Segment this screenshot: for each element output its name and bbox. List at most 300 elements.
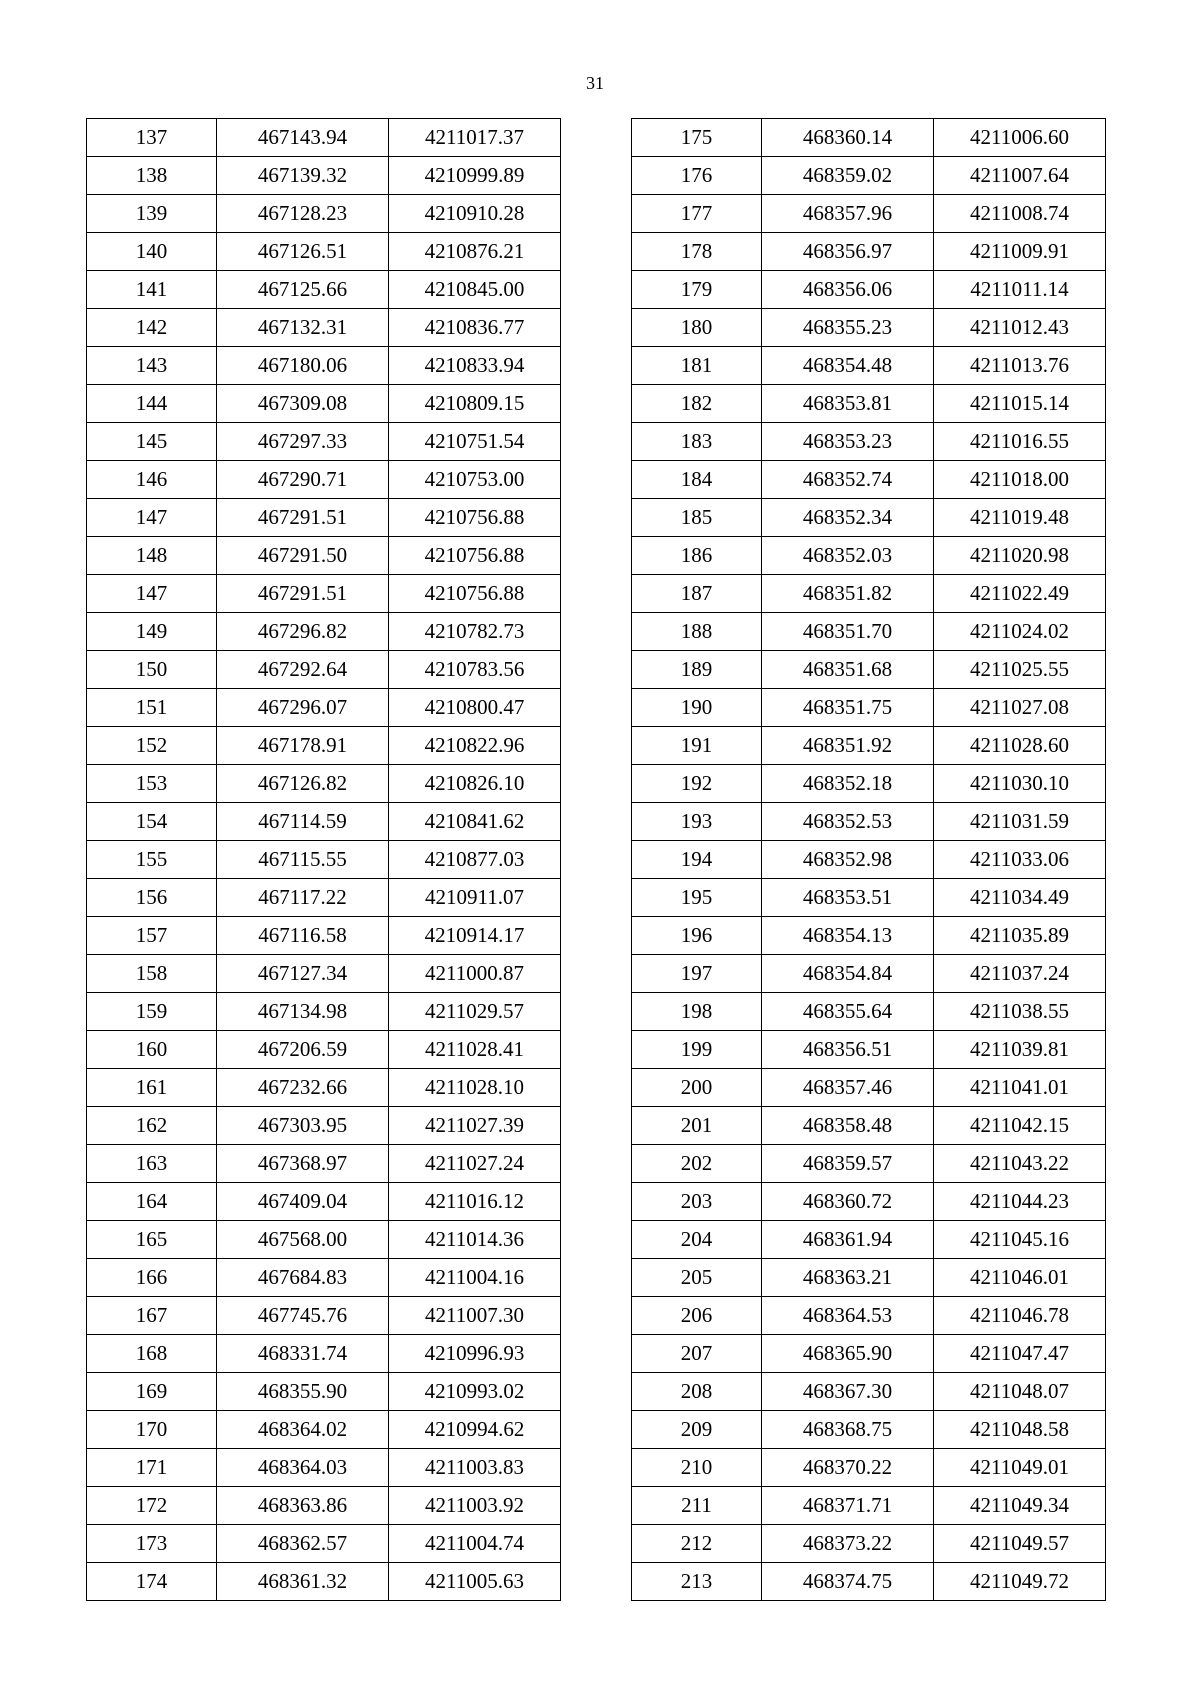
- table-row: [87, 271, 561, 309]
- x-coordinate-cell: 468356.97: [762, 233, 934, 271]
- y-coordinate-cell: 4211016.12: [389, 1183, 561, 1221]
- x-coordinate-cell: 468364.02: [217, 1411, 389, 1449]
- point-number-cell: 198: [632, 993, 762, 1031]
- table-row: [632, 917, 1106, 955]
- x-coordinate-cell: 467296.07: [217, 689, 389, 727]
- table-row: [87, 917, 561, 955]
- x-coordinate-cell: 468354.13: [762, 917, 934, 955]
- x-coordinate-cell: 467180.06: [217, 347, 389, 385]
- point-number-cell: 166: [87, 1259, 217, 1297]
- y-coordinate-cell: 4210911.07: [389, 879, 561, 917]
- x-coordinate-cell: 468357.96: [762, 195, 934, 233]
- y-coordinate-cell: 4211009.91: [934, 233, 1106, 271]
- y-coordinate-cell: 4210841.62: [389, 803, 561, 841]
- table-row: [632, 765, 1106, 803]
- table-row: [87, 499, 561, 537]
- x-coordinate-cell: 468351.68: [762, 651, 934, 689]
- y-coordinate-cell: 4211004.16: [389, 1259, 561, 1297]
- x-coordinate-cell: 468362.57: [217, 1525, 389, 1563]
- point-number-cell: 201: [632, 1107, 762, 1145]
- y-coordinate-cell: 4211014.36: [389, 1221, 561, 1259]
- point-number-cell: 202: [632, 1145, 762, 1183]
- table-row: [632, 1525, 1106, 1563]
- table-row: [87, 195, 561, 233]
- x-coordinate-cell: 468352.18: [762, 765, 934, 803]
- table-row: [87, 385, 561, 423]
- table-row: [632, 1297, 1106, 1335]
- y-coordinate-cell: 4211028.10: [389, 1069, 561, 1107]
- y-coordinate-cell: 4211015.14: [934, 385, 1106, 423]
- x-coordinate-cell: 467291.50: [217, 537, 389, 575]
- table-row: [87, 1335, 561, 1373]
- x-coordinate-cell: 467303.95: [217, 1107, 389, 1145]
- point-number-cell: 142: [87, 309, 217, 347]
- y-coordinate-cell: 4211045.16: [934, 1221, 1106, 1259]
- table-row: [87, 119, 561, 157]
- table-row: [87, 461, 561, 499]
- point-number-cell: 188: [632, 613, 762, 651]
- x-coordinate-cell: 468357.46: [762, 1069, 934, 1107]
- point-number-cell: 140: [87, 233, 217, 271]
- y-coordinate-cell: 4210782.73: [389, 613, 561, 651]
- point-number-cell: 145: [87, 423, 217, 461]
- y-coordinate-cell: 4210826.10: [389, 765, 561, 803]
- y-coordinate-cell: 4211027.39: [389, 1107, 561, 1145]
- x-coordinate-cell: 468351.70: [762, 613, 934, 651]
- point-number-cell: 150: [87, 651, 217, 689]
- point-number-cell: 151: [87, 689, 217, 727]
- table-row: [87, 689, 561, 727]
- x-coordinate-cell: 467206.59: [217, 1031, 389, 1069]
- y-coordinate-cell: 4211035.89: [934, 917, 1106, 955]
- point-number-cell: 138: [87, 157, 217, 195]
- table-row: [87, 309, 561, 347]
- point-number-cell: 156: [87, 879, 217, 917]
- point-number-cell: 184: [632, 461, 762, 499]
- x-coordinate-cell: 468354.84: [762, 955, 934, 993]
- y-coordinate-cell: 4211000.87: [389, 955, 561, 993]
- table-row: [632, 803, 1106, 841]
- point-number-cell: 200: [632, 1069, 762, 1107]
- y-coordinate-cell: 4211030.10: [934, 765, 1106, 803]
- x-coordinate-cell: 468353.81: [762, 385, 934, 423]
- table-row: [87, 803, 561, 841]
- table-row: [632, 1373, 1106, 1411]
- x-coordinate-cell: 468363.21: [762, 1259, 934, 1297]
- y-coordinate-cell: 4211027.24: [389, 1145, 561, 1183]
- table-row: [87, 1525, 561, 1563]
- table-row: [632, 1411, 1106, 1449]
- y-coordinate-cell: 4211049.57: [934, 1525, 1106, 1563]
- y-coordinate-cell: 4211020.98: [934, 537, 1106, 575]
- x-coordinate-cell: 467290.71: [217, 461, 389, 499]
- point-number-cell: 203: [632, 1183, 762, 1221]
- point-number-cell: 167: [87, 1297, 217, 1335]
- point-number-cell: 179: [632, 271, 762, 309]
- y-coordinate-cell: 4210756.88: [389, 537, 561, 575]
- table-row: [632, 461, 1106, 499]
- point-number-cell: 160: [87, 1031, 217, 1069]
- y-coordinate-cell: 4211003.83: [389, 1449, 561, 1487]
- y-coordinate-cell: 4211042.15: [934, 1107, 1106, 1145]
- point-number-cell: 192: [632, 765, 762, 803]
- point-number-cell: 148: [87, 537, 217, 575]
- point-number-cell: 158: [87, 955, 217, 993]
- table-row: [87, 1145, 561, 1183]
- y-coordinate-cell: 4210845.00: [389, 271, 561, 309]
- x-coordinate-cell: 468355.90: [217, 1373, 389, 1411]
- table-row: [87, 1221, 561, 1259]
- x-coordinate-cell: 467132.31: [217, 309, 389, 347]
- y-coordinate-cell: 4210751.54: [389, 423, 561, 461]
- x-coordinate-cell: 468370.22: [762, 1449, 934, 1487]
- x-coordinate-cell: 468351.82: [762, 575, 934, 613]
- y-coordinate-cell: 4210994.62: [389, 1411, 561, 1449]
- table-row: [87, 1373, 561, 1411]
- table-row: [632, 689, 1106, 727]
- table-row: [87, 233, 561, 271]
- y-coordinate-cell: 4211011.14: [934, 271, 1106, 309]
- point-number-cell: 180: [632, 309, 762, 347]
- x-coordinate-cell: 468371.71: [762, 1487, 934, 1525]
- y-coordinate-cell: 4211007.64: [934, 157, 1106, 195]
- point-number-cell: 205: [632, 1259, 762, 1297]
- x-coordinate-cell: 468361.32: [217, 1563, 389, 1601]
- x-coordinate-cell: 467178.91: [217, 727, 389, 765]
- point-number-cell: 163: [87, 1145, 217, 1183]
- table-row: [87, 955, 561, 993]
- point-number-cell: 185: [632, 499, 762, 537]
- table-row: [87, 575, 561, 613]
- y-coordinate-cell: 4211037.24: [934, 955, 1106, 993]
- y-coordinate-cell: 4211039.81: [934, 1031, 1106, 1069]
- y-coordinate-cell: 4210800.47: [389, 689, 561, 727]
- table-row: [632, 499, 1106, 537]
- table-row: [632, 157, 1106, 195]
- table-row: [632, 575, 1106, 613]
- x-coordinate-cell: 468356.06: [762, 271, 934, 309]
- point-number-cell: 177: [632, 195, 762, 233]
- y-coordinate-cell: 4211008.74: [934, 195, 1106, 233]
- x-coordinate-cell: 467126.51: [217, 233, 389, 271]
- table-row: [632, 385, 1106, 423]
- point-number-cell: 162: [87, 1107, 217, 1145]
- x-coordinate-cell: 467291.51: [217, 499, 389, 537]
- x-coordinate-cell: 468355.64: [762, 993, 934, 1031]
- point-number-cell: 137: [87, 119, 217, 157]
- table-row: [632, 1183, 1106, 1221]
- x-coordinate-cell: 468365.90: [762, 1335, 934, 1373]
- x-coordinate-cell: 467117.22: [217, 879, 389, 917]
- y-coordinate-cell: 4211043.22: [934, 1145, 1106, 1183]
- y-coordinate-cell: 4211041.01: [934, 1069, 1106, 1107]
- point-number-cell: 193: [632, 803, 762, 841]
- y-coordinate-cell: 4210996.93: [389, 1335, 561, 1373]
- table-row: [632, 347, 1106, 385]
- x-coordinate-cell: 468354.48: [762, 347, 934, 385]
- y-coordinate-cell: 4210809.15: [389, 385, 561, 423]
- y-coordinate-cell: 4211047.47: [934, 1335, 1106, 1373]
- x-coordinate-cell: 467143.94: [217, 119, 389, 157]
- table-row: [632, 195, 1106, 233]
- y-coordinate-cell: 4210993.02: [389, 1373, 561, 1411]
- point-number-cell: 157: [87, 917, 217, 955]
- point-number-cell: 147: [87, 575, 217, 613]
- point-number-cell: 209: [632, 1411, 762, 1449]
- point-number-cell: 197: [632, 955, 762, 993]
- table-row: [632, 423, 1106, 461]
- x-coordinate-cell: 468368.75: [762, 1411, 934, 1449]
- y-coordinate-cell: 4210877.03: [389, 841, 561, 879]
- table-row: [632, 1031, 1106, 1069]
- point-number-cell: 173: [87, 1525, 217, 1563]
- x-coordinate-cell: 468353.23: [762, 423, 934, 461]
- table-row: [632, 1221, 1106, 1259]
- x-coordinate-cell: 468331.74: [217, 1335, 389, 1373]
- point-number-cell: 196: [632, 917, 762, 955]
- point-number-cell: 183: [632, 423, 762, 461]
- point-number-cell: 212: [632, 1525, 762, 1563]
- point-number-cell: 164: [87, 1183, 217, 1221]
- point-number-cell: 208: [632, 1373, 762, 1411]
- table-row: [632, 309, 1106, 347]
- point-number-cell: 172: [87, 1487, 217, 1525]
- x-coordinate-cell: 468359.02: [762, 157, 934, 195]
- y-coordinate-cell: 4211048.58: [934, 1411, 1106, 1449]
- x-coordinate-cell: 468353.51: [762, 879, 934, 917]
- point-number-cell: 174: [87, 1563, 217, 1601]
- x-coordinate-cell: 467125.66: [217, 271, 389, 309]
- y-coordinate-cell: 4211005.63: [389, 1563, 561, 1601]
- x-coordinate-cell: 468351.75: [762, 689, 934, 727]
- point-number-cell: 204: [632, 1221, 762, 1259]
- point-number-cell: 175: [632, 119, 762, 157]
- table-row: [632, 993, 1106, 1031]
- y-coordinate-cell: 4211006.60: [934, 119, 1106, 157]
- table-row: [87, 347, 561, 385]
- y-coordinate-cell: 4211046.01: [934, 1259, 1106, 1297]
- point-number-cell: 199: [632, 1031, 762, 1069]
- y-coordinate-cell: 4211016.55: [934, 423, 1106, 461]
- table-row: [632, 271, 1106, 309]
- y-coordinate-cell: 4211025.55: [934, 651, 1106, 689]
- table-row: [87, 993, 561, 1031]
- y-coordinate-cell: 4210910.28: [389, 195, 561, 233]
- table-row: [87, 1183, 561, 1221]
- table-row: [632, 1487, 1106, 1525]
- y-coordinate-cell: 4211027.08: [934, 689, 1106, 727]
- y-coordinate-cell: 4211013.76: [934, 347, 1106, 385]
- x-coordinate-cell: 467127.34: [217, 955, 389, 993]
- table-row: [87, 1069, 561, 1107]
- y-coordinate-cell: 4211049.01: [934, 1449, 1106, 1487]
- x-coordinate-cell: 468352.98: [762, 841, 934, 879]
- point-number-cell: 168: [87, 1335, 217, 1373]
- y-coordinate-cell: 4211012.43: [934, 309, 1106, 347]
- table-row: [87, 537, 561, 575]
- y-coordinate-cell: 4210836.77: [389, 309, 561, 347]
- point-number-cell: 207: [632, 1335, 762, 1373]
- point-number-cell: 165: [87, 1221, 217, 1259]
- point-number-cell: 210: [632, 1449, 762, 1487]
- coordinate-table-left: [86, 118, 561, 1601]
- page-number: 31: [586, 73, 604, 93]
- y-coordinate-cell: 4211034.49: [934, 879, 1106, 917]
- point-number-cell: 213: [632, 1563, 762, 1601]
- x-coordinate-cell: 468374.75: [762, 1563, 934, 1601]
- point-number-cell: 141: [87, 271, 217, 309]
- y-coordinate-cell: 4211049.72: [934, 1563, 1106, 1601]
- y-coordinate-cell: 4210753.00: [389, 461, 561, 499]
- point-number-cell: 147: [87, 499, 217, 537]
- table-row: [87, 765, 561, 803]
- y-coordinate-cell: 4210756.88: [389, 499, 561, 537]
- table-row: [87, 727, 561, 765]
- coordinate-table-right: [631, 118, 1106, 1601]
- x-coordinate-cell: 468359.57: [762, 1145, 934, 1183]
- point-number-cell: 195: [632, 879, 762, 917]
- point-number-cell: 139: [87, 195, 217, 233]
- y-coordinate-cell: 4211048.07: [934, 1373, 1106, 1411]
- x-coordinate-cell: 467684.83: [217, 1259, 389, 1297]
- y-coordinate-cell: 4211031.59: [934, 803, 1106, 841]
- table-row: [632, 1563, 1106, 1601]
- table-row: [87, 157, 561, 195]
- x-coordinate-cell: 467128.23: [217, 195, 389, 233]
- point-number-cell: 190: [632, 689, 762, 727]
- y-coordinate-cell: 4211019.48: [934, 499, 1106, 537]
- point-number-cell: 146: [87, 461, 217, 499]
- y-coordinate-cell: 4210999.89: [389, 157, 561, 195]
- x-coordinate-cell: 467134.98: [217, 993, 389, 1031]
- x-coordinate-cell: 468373.22: [762, 1525, 934, 1563]
- point-number-cell: 191: [632, 727, 762, 765]
- x-coordinate-cell: 467296.82: [217, 613, 389, 651]
- point-number-cell: 194: [632, 841, 762, 879]
- table-row: [87, 1563, 561, 1601]
- x-coordinate-cell: 467139.32: [217, 157, 389, 195]
- table-row: [632, 651, 1106, 689]
- x-coordinate-cell: 467309.08: [217, 385, 389, 423]
- y-coordinate-cell: 4210783.56: [389, 651, 561, 689]
- y-coordinate-cell: 4211003.92: [389, 1487, 561, 1525]
- table-row: [632, 955, 1106, 993]
- point-number-cell: 171: [87, 1449, 217, 1487]
- y-coordinate-cell: 4210914.17: [389, 917, 561, 955]
- x-coordinate-cell: 468361.94: [762, 1221, 934, 1259]
- y-coordinate-cell: 4211024.02: [934, 613, 1106, 651]
- table-row: [87, 1259, 561, 1297]
- x-coordinate-cell: 468363.86: [217, 1487, 389, 1525]
- point-number-cell: 178: [632, 233, 762, 271]
- table-row: [632, 1107, 1106, 1145]
- x-coordinate-cell: 467115.55: [217, 841, 389, 879]
- point-number-cell: 186: [632, 537, 762, 575]
- table-row: [87, 879, 561, 917]
- point-number-cell: 206: [632, 1297, 762, 1335]
- y-coordinate-cell: 4211028.60: [934, 727, 1106, 765]
- y-coordinate-cell: 4211004.74: [389, 1525, 561, 1563]
- x-coordinate-cell: 467232.66: [217, 1069, 389, 1107]
- table-row: [632, 1069, 1106, 1107]
- y-coordinate-cell: 4211007.30: [389, 1297, 561, 1335]
- table-row: [87, 1031, 561, 1069]
- table-row: [632, 1145, 1106, 1183]
- y-coordinate-cell: 4211033.06: [934, 841, 1106, 879]
- y-coordinate-cell: 4211046.78: [934, 1297, 1106, 1335]
- x-coordinate-cell: 468352.53: [762, 803, 934, 841]
- table-row: [87, 1449, 561, 1487]
- x-coordinate-cell: 467292.64: [217, 651, 389, 689]
- y-coordinate-cell: 4211028.41: [389, 1031, 561, 1069]
- x-coordinate-cell: 468364.53: [762, 1297, 934, 1335]
- point-number-cell: 176: [632, 157, 762, 195]
- point-number-cell: 211: [632, 1487, 762, 1525]
- x-coordinate-cell: 468367.30: [762, 1373, 934, 1411]
- x-coordinate-cell: 467116.58: [217, 917, 389, 955]
- x-coordinate-cell: 468352.03: [762, 537, 934, 575]
- point-number-cell: 182: [632, 385, 762, 423]
- y-coordinate-cell: 4211038.55: [934, 993, 1106, 1031]
- x-coordinate-cell: 467114.59: [217, 803, 389, 841]
- y-coordinate-cell: 4210756.88: [389, 575, 561, 613]
- x-coordinate-cell: 467745.76: [217, 1297, 389, 1335]
- table-row: [87, 651, 561, 689]
- table-row: [632, 233, 1106, 271]
- table-row: [632, 727, 1106, 765]
- x-coordinate-cell: 467368.97: [217, 1145, 389, 1183]
- x-coordinate-cell: 468358.48: [762, 1107, 934, 1145]
- x-coordinate-cell: 468360.72: [762, 1183, 934, 1221]
- point-number-cell: 149: [87, 613, 217, 651]
- point-number-cell: 181: [632, 347, 762, 385]
- point-number-cell: 144: [87, 385, 217, 423]
- table-row: [632, 1259, 1106, 1297]
- x-coordinate-cell: 468356.51: [762, 1031, 934, 1069]
- x-coordinate-cell: 467291.51: [217, 575, 389, 613]
- table-row: [632, 841, 1106, 879]
- table-row: [632, 537, 1106, 575]
- table-row: [87, 613, 561, 651]
- x-coordinate-cell: 468364.03: [217, 1449, 389, 1487]
- table-row: [87, 1107, 561, 1145]
- table-row: [632, 613, 1106, 651]
- table-row: [87, 1411, 561, 1449]
- y-coordinate-cell: 4211018.00: [934, 461, 1106, 499]
- table-row: [87, 1297, 561, 1335]
- y-coordinate-cell: 4211049.34: [934, 1487, 1106, 1525]
- x-coordinate-cell: 467409.04: [217, 1183, 389, 1221]
- y-coordinate-cell: 4211029.57: [389, 993, 561, 1031]
- table-row: [632, 879, 1106, 917]
- point-number-cell: 169: [87, 1373, 217, 1411]
- point-number-cell: 170: [87, 1411, 217, 1449]
- table-row: [632, 1335, 1106, 1373]
- point-number-cell: 159: [87, 993, 217, 1031]
- y-coordinate-cell: 4210833.94: [389, 347, 561, 385]
- point-number-cell: 152: [87, 727, 217, 765]
- table-row: [632, 1449, 1106, 1487]
- y-coordinate-cell: 4211044.23: [934, 1183, 1106, 1221]
- point-number-cell: 154: [87, 803, 217, 841]
- table-row: [87, 841, 561, 879]
- table-row: [87, 1487, 561, 1525]
- x-coordinate-cell: 467297.33: [217, 423, 389, 461]
- y-coordinate-cell: 4210876.21: [389, 233, 561, 271]
- x-coordinate-cell: 468351.92: [762, 727, 934, 765]
- point-number-cell: 187: [632, 575, 762, 613]
- x-coordinate-cell: 468355.23: [762, 309, 934, 347]
